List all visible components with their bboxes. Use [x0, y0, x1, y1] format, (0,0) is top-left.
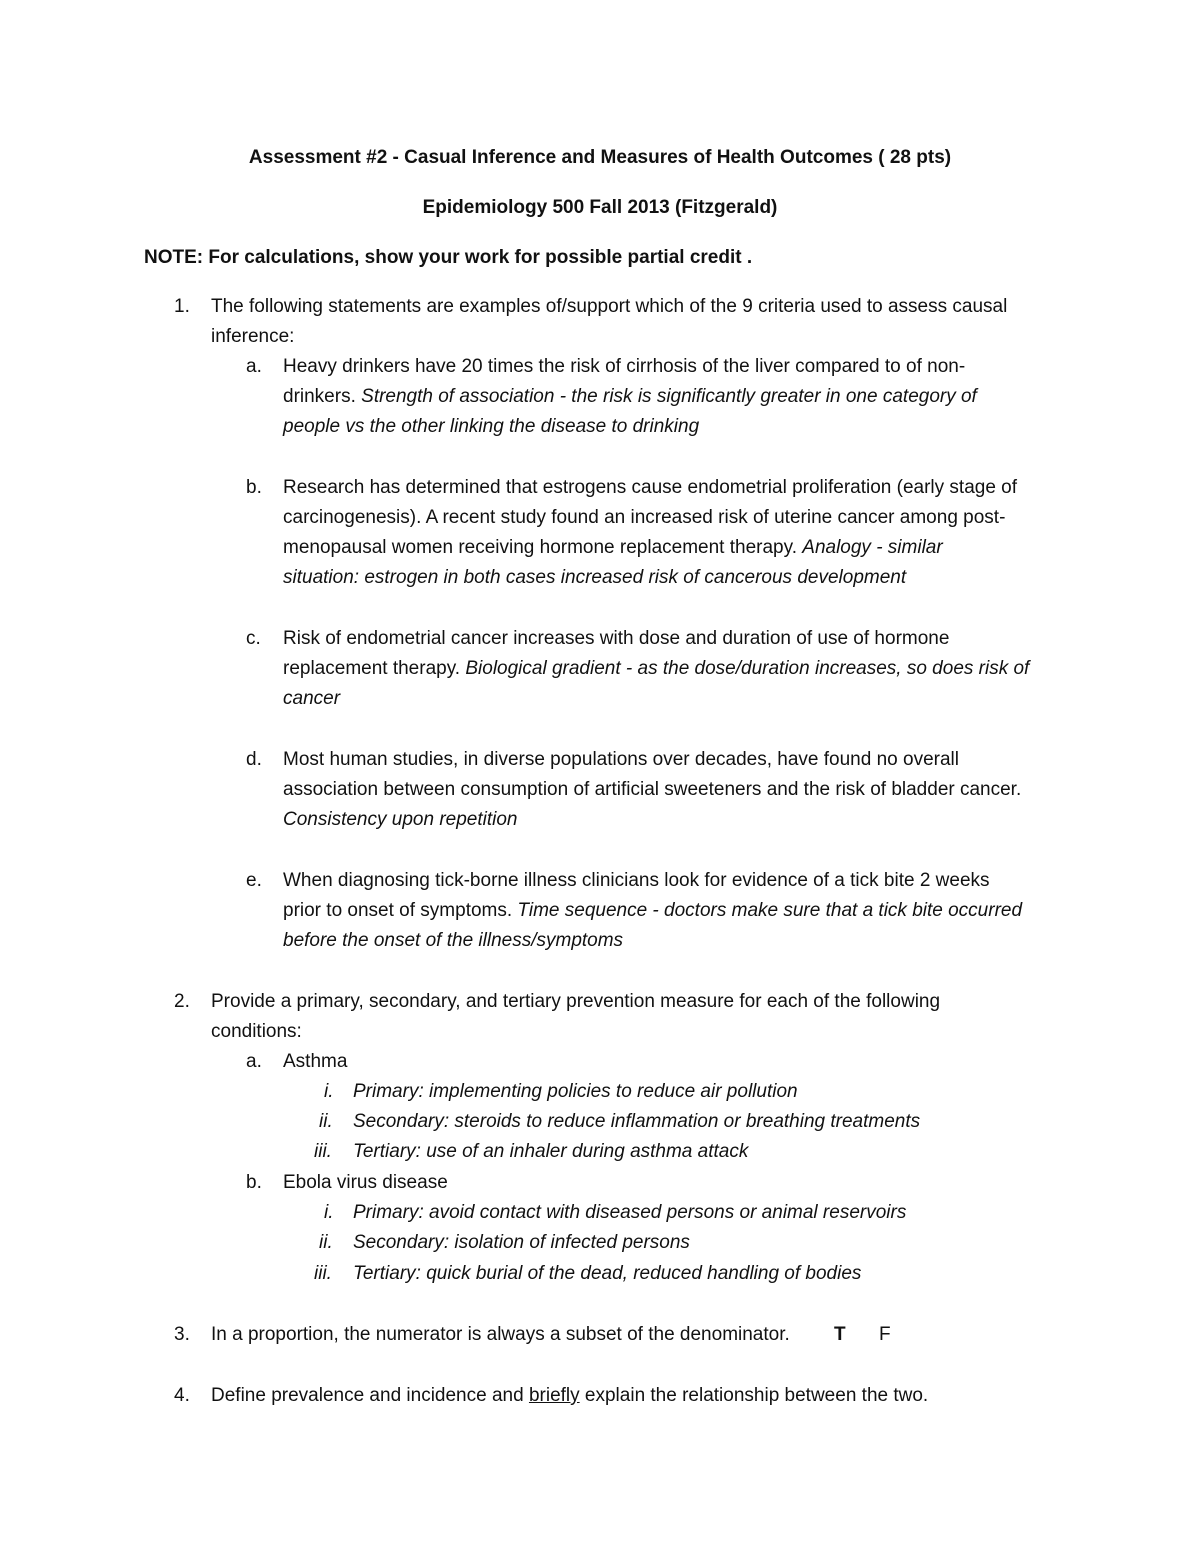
item-2b-label: b. [246, 1172, 262, 1193]
question-4-emphasis: briefly [528, 1385, 580, 1406]
item-2b-primary: Primary: avoid contact with diseased persons or animal reservoirs [353, 1202, 907, 1223]
item-2b-secondary: Secondary: isolation of infected persons [353, 1232, 690, 1253]
item-1d-line-1: Most human studies, in diverse populations over decades, have found no overall [283, 749, 959, 770]
item-1b-line-3 [283, 533, 943, 563]
item-1c-answer-continued: cancer [283, 688, 341, 709]
question-2-text-line-2: conditions: [211, 1021, 302, 1042]
question-1-text-line-2: inference: [211, 326, 295, 347]
item-2b-tertiary: Tertiary: quick burial of the dead, reduced handling of bodies [353, 1263, 862, 1284]
false-option: F [879, 1324, 891, 1345]
item-1c-label: c. [246, 628, 261, 649]
item-2b-ii-number: ii. [319, 1232, 333, 1253]
item-1a-line-1: Heavy drinkers have 20 times the risk of cirrhosis of the liver compared to of non- [283, 356, 966, 377]
question-4-number: 4. [174, 1385, 190, 1406]
item-1e-answer-continued: before the onset of the illness/symptoms [283, 930, 624, 951]
question-4-text [211, 1381, 928, 1411]
item-2b-title: Ebola virus disease [283, 1172, 448, 1193]
item-1a-statement-end: drinkers. [283, 386, 362, 407]
item-1e-label: e. [246, 870, 262, 891]
item-2b-i-number: i. [324, 1202, 334, 1223]
course-subtitle: Epidemiology 500 Fall 2013 (Fitzgerald) [422, 197, 778, 218]
item-1d-line-2: association between consumption of artificial sweeteners and the risk of bladder cancer. [283, 779, 1022, 800]
item-1b-answer: Analogy - similar [802, 537, 943, 558]
item-2a-i-number: i. [324, 1081, 334, 1102]
item-1e-statement-end: prior to onset of symptoms. [283, 900, 518, 921]
true-option: T [834, 1324, 846, 1345]
question-2-number: 2. [174, 991, 190, 1012]
item-1c-answer: Biological gradient - as the dose/duration increases, so does risk of [465, 658, 1030, 679]
item-2a-primary: Primary: implementing policies to reduce air pollution [353, 1081, 798, 1102]
item-1b-line-1: Research has determined that estrogens cause endometrial proliferation (early stage of [283, 477, 1018, 498]
item-1d-label: d. [246, 749, 262, 770]
item-1c-statement-end: replacement therapy. [283, 658, 466, 679]
item-2a-tertiary: Tertiary: use of an inhaler during asthma attack [353, 1141, 749, 1162]
item-1a-label: a. [246, 356, 262, 377]
item-2a-title: Asthma [283, 1051, 348, 1072]
item-1b-line-2: carcinogenesis). A recent study found an increased risk of uterine cancer among post- [283, 507, 1006, 528]
item-2a-secondary: Secondary: steroids to reduce inflammation or breathing treatments [353, 1111, 921, 1132]
item-1b-label: b. [246, 477, 262, 498]
item-1a-answer-continued: people vs the other linking the disease to drinking [283, 416, 700, 437]
item-1c-line-1: Risk of endometrial cancer increases with dose and duration of use of hormone [283, 628, 950, 649]
item-1e-line-1: When diagnosing tick-borne illness clinicians look for evidence of a tick bite 2 weeks [283, 870, 990, 891]
item-2a-ii-number: ii. [319, 1111, 333, 1132]
item-1d-answer: Consistency upon repetition [283, 809, 518, 830]
question-2-text-line-1: Provide a primary, secondary, and tertiary prevention measure for each of the following [211, 991, 941, 1012]
item-1b-answer-continued: situation: estrogen in both cases increased risk of cancerous development [283, 567, 907, 588]
question-1-text-line-1: The following statements are examples of/support which of the 9 criteria used to assess causal [211, 296, 1008, 317]
item-2a-iii-number: iii. [314, 1141, 332, 1162]
item-2b-iii-number: iii. [314, 1263, 332, 1284]
item-1b-statement-end: menopausal women receiving hormone replacement therapy. [283, 537, 803, 558]
question-4-text-end: explain the relationship between the two. [579, 1385, 929, 1406]
question-4-text-start: Define prevalence and incidence and [211, 1385, 529, 1406]
page-title: Assessment #2 - Casual Inference and Measures of Health Outcomes ( 28 pts) [248, 147, 952, 168]
question-1-number: 1. [174, 296, 190, 317]
question-3-text: In a proportion, the numerator is always a subset of the denominator. [211, 1324, 790, 1345]
item-1c-line-2 [283, 654, 1029, 684]
question-3-number: 3. [174, 1324, 190, 1345]
item-2a-label: a. [246, 1051, 262, 1072]
item-1a-line-2 [283, 382, 977, 412]
calculation-note: NOTE: For calculations, show your work for possible partial credit . [144, 247, 753, 268]
item-1a-answer: Strength of association - the risk is significantly greater in one category of [361, 386, 977, 407]
item-1e-line-2 [283, 896, 1022, 926]
item-1e-answer: Time sequence - doctors make sure that a tick bite occurred [517, 900, 1023, 921]
